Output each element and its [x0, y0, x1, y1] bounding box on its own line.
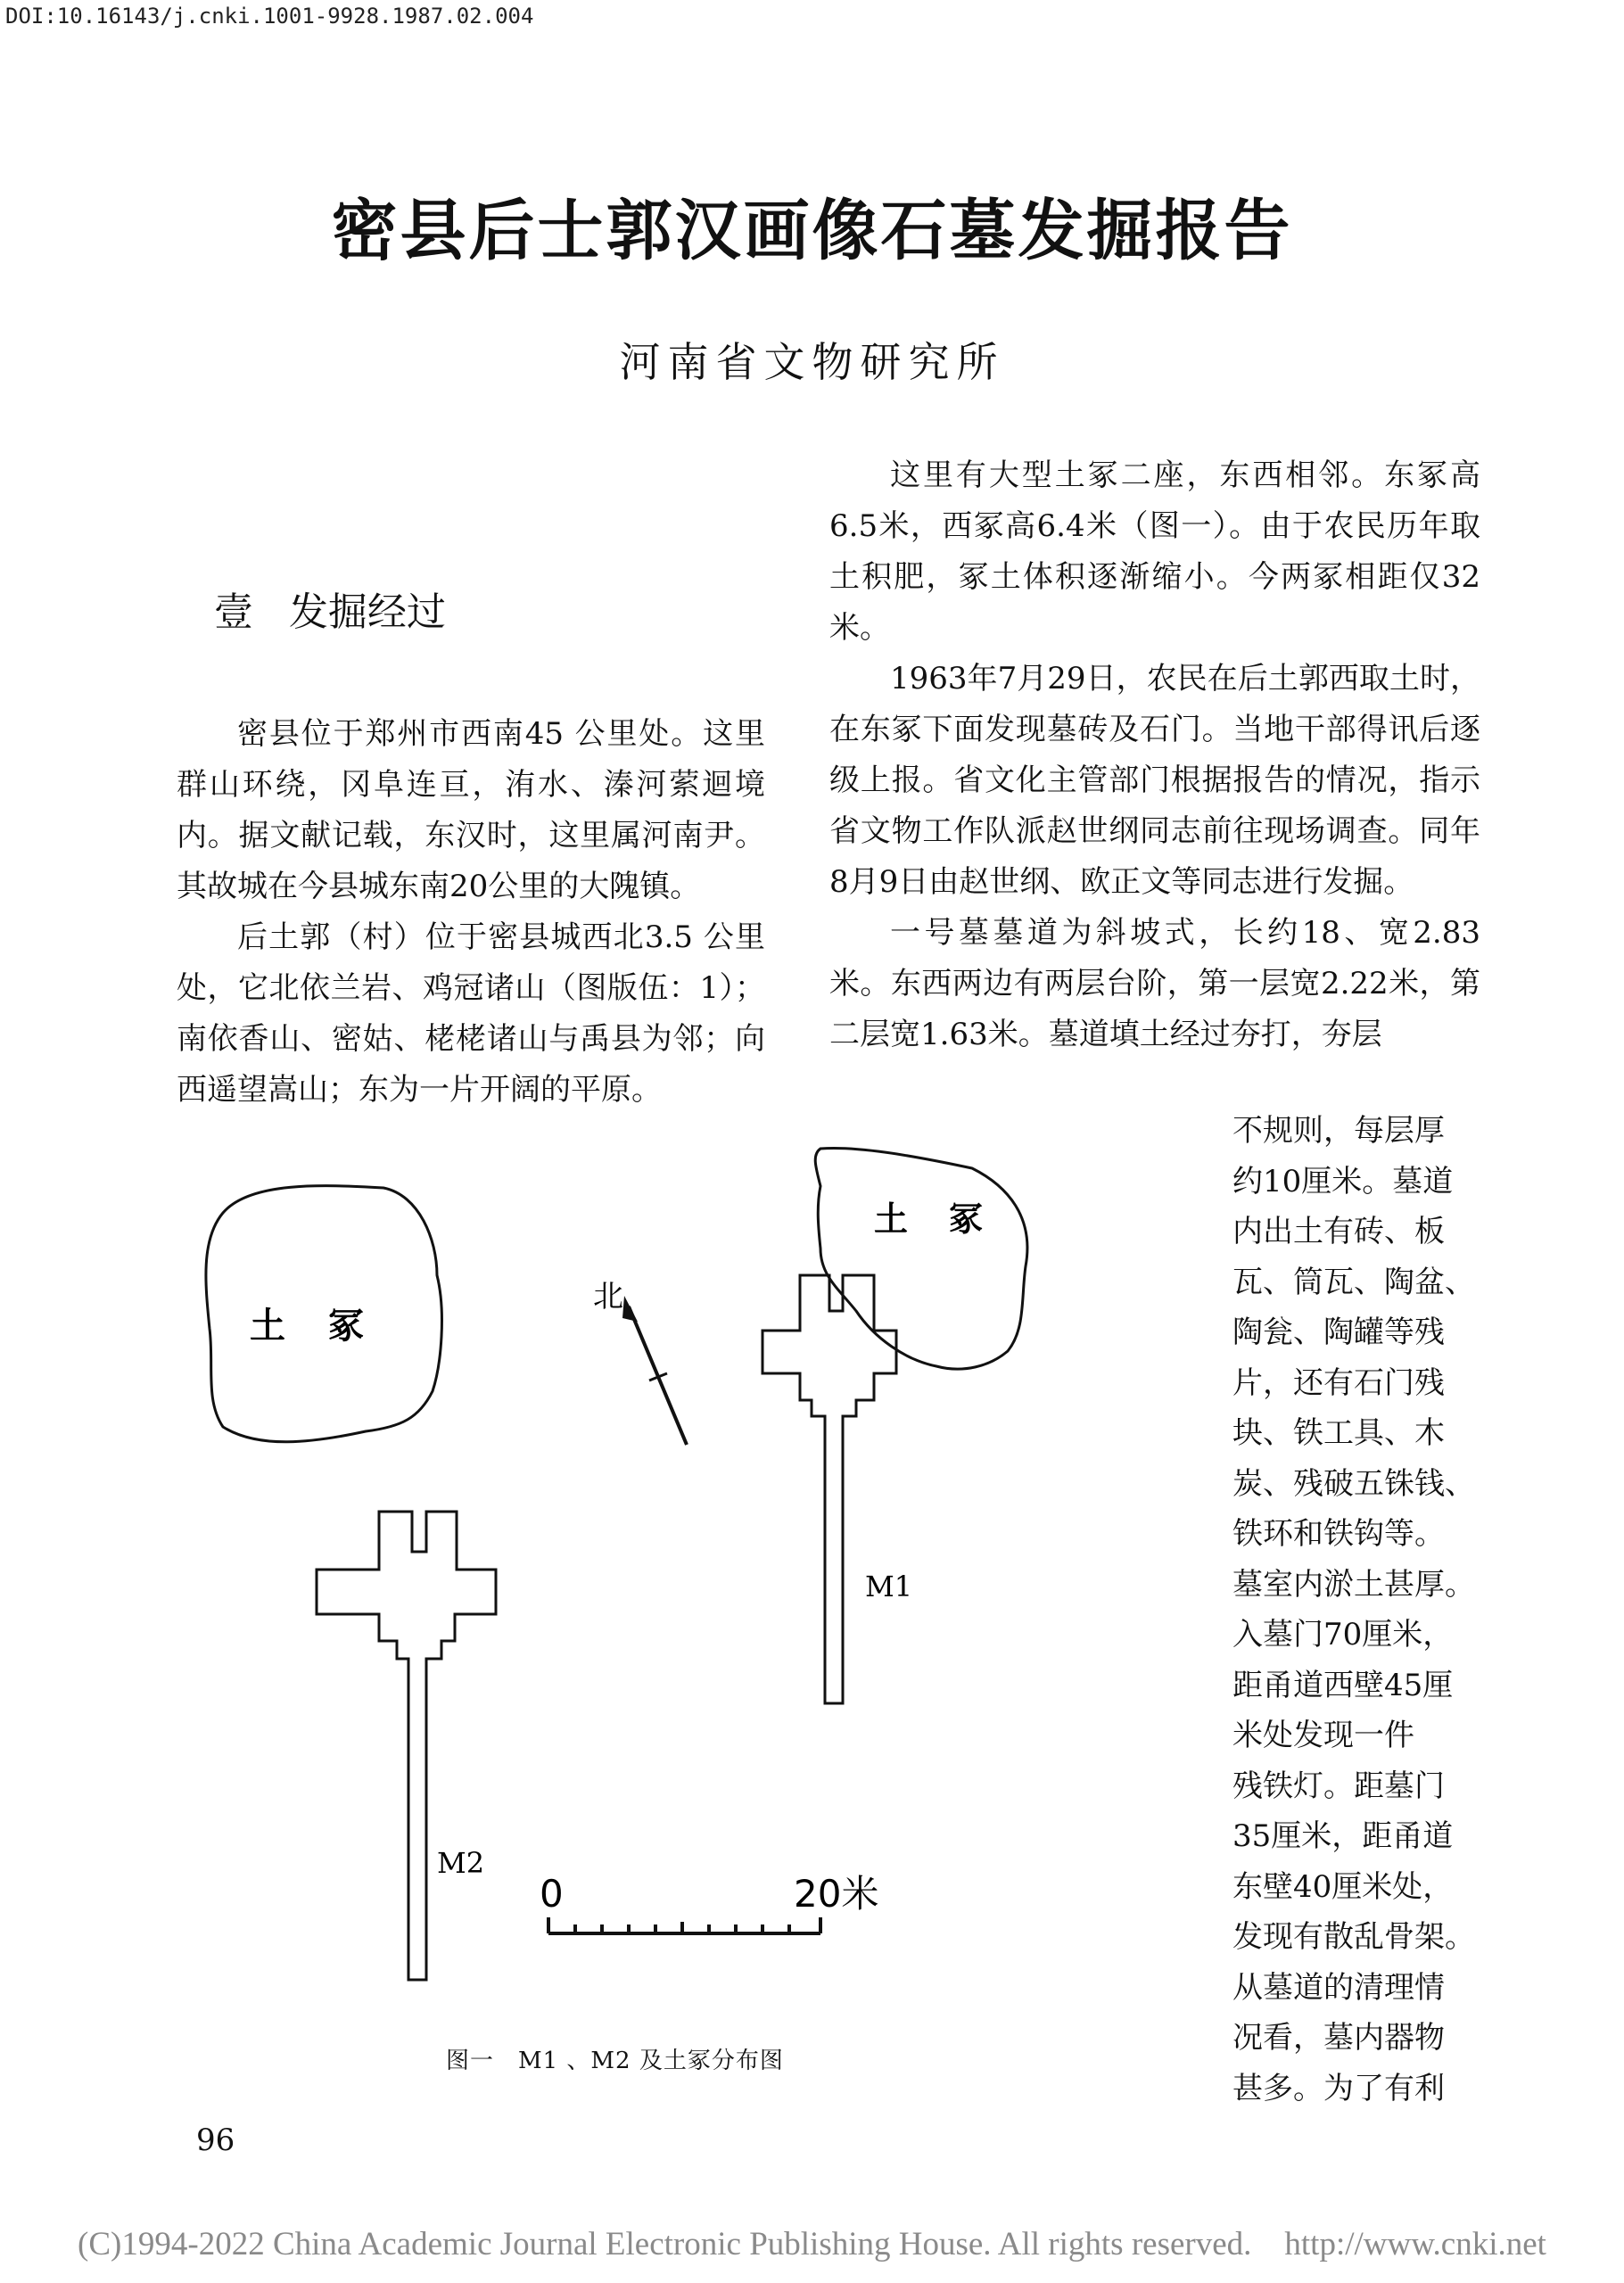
text-line: 墓室内淤土甚厚。 [1232, 1566, 1475, 1603]
text-line: 况看，墓内器物 [1232, 2020, 1445, 2056]
text-line: 米处发现一件 [1232, 1718, 1414, 1753]
text-line: 距甬道西壁45厘 [1232, 1667, 1454, 1703]
scale-bar [548, 1917, 820, 1933]
page-number: 96 [196, 2122, 235, 2158]
text-line: 发现有散乱骨架。 [1232, 1919, 1475, 1955]
text-line: 约10厘米。墓道 [1232, 1163, 1454, 1199]
text-line: 残铁灯。距墓门 [1232, 1768, 1445, 1804]
text-line: 甚多。为了有利 [1232, 2070, 1445, 2106]
site-map-svg [178, 1133, 1088, 2033]
doi-header: DOI:10.16143/j.cnki.1001-9928.1987.02.004 [5, 4, 534, 29]
text-line: 35厘米，距甬道 [1232, 1818, 1454, 1854]
section-number: 壹 [214, 589, 253, 635]
scale-end-label: 20米 [794, 1872, 879, 1916]
paragraph: 这里有大型土冢二座，东西相邻。东冢高6.5米，西冢高6.4米（图一）。由于农民历年取土积肥，冢土体积逐渐缩小。今两冢相距仅32米。 [829, 457, 1480, 646]
paragraph: 密县位于郑州市西南45 公里处。这里群山环绕，冈阜连亘，洧水、溱河萦迴境内。据文献记载，东汉时，这里属河南尹。其故城在今县城东南20公里的大隗镇。 [177, 716, 765, 904]
left-column [177, 709, 765, 1116]
paragraph: 1963年7月29日，农民在后土郭西取土时，在东冢下面发现墓砖及石门。当地干部得讯后逐级上报。省文化主管部门根据报告的情况，指示省文物工作队派赵世纲同志前往现场调查。同年8月9日由赵世纲、欧正文等同志进行发掘。 [829, 661, 1480, 900]
copyright-footer: (C)1994-2022 China Academic Journal Electronic Publishing House. All rights reserved. http://www.cnki.net [78, 2226, 1546, 2262]
text-line: 陶瓮、陶罐等残 [1232, 1315, 1445, 1350]
text-line: 不规则，每层厚 [1232, 1113, 1445, 1149]
article-title: 密县后士郭汉画像石墓发掘报告 [331, 193, 1293, 269]
m1-tomb-outline [763, 1275, 896, 1703]
m2-tomb-outline [317, 1512, 496, 1980]
site-map-figure [178, 1133, 1088, 2037]
paragraph: 后土郭（村）位于密县城西北3.5 公里处，它北依兰岩、鸡冠诸山（图版伍：1）；南依香山、密姑、栳栳诸山与禹县为邻；向西遥望嵩山；东为一片开阔的平原。 [177, 919, 765, 1108]
m1-label: M1 [865, 1570, 913, 1603]
text-line: 东壁40厘米处， [1232, 1868, 1454, 1905]
author-affiliation: 河南省文物研究所 [619, 338, 1005, 386]
figure-caption: 图一 M1 、M2 及土冢分布图 [446, 2048, 784, 2074]
narrow-column [1232, 1106, 1487, 2114]
north-label: 北 [593, 1279, 623, 1315]
east-mound-outline [815, 1148, 1027, 1369]
west-mound-label: 土 冢 [250, 1306, 367, 1347]
east-mound-label: 土 冢 [874, 1199, 987, 1239]
section-heading [214, 580, 446, 637]
text-line: 片，还有石门残 [1232, 1364, 1445, 1401]
text-line: 铁环和铁钩等。 [1232, 1516, 1445, 1552]
text-line: 块、铁工具、木 [1232, 1415, 1445, 1451]
paragraph: 一号墓墓道为斜坡式，长约18、宽2.83米。东西两边有两层台阶，第一层宽2.22米，第二层宽1.63米。墓道填土经过夯打，夯层 [829, 915, 1480, 1052]
north-arrow [622, 1296, 687, 1445]
text-line: 内出土有砖、板 [1232, 1214, 1445, 1249]
section-title: 发掘经过 [289, 589, 446, 635]
right-column [829, 450, 1480, 1060]
text-line: 入墓门70厘米， [1232, 1617, 1454, 1652]
text-line: 从墓道的清理情 [1232, 1969, 1445, 2006]
scale-start-label: 0 [540, 1872, 564, 1916]
text-line: 瓦、筒瓦、陶盆、 [1232, 1264, 1475, 1300]
m2-label: M2 [437, 1846, 485, 1880]
text-line: 炭、残破五铢钱、 [1232, 1465, 1475, 1502]
